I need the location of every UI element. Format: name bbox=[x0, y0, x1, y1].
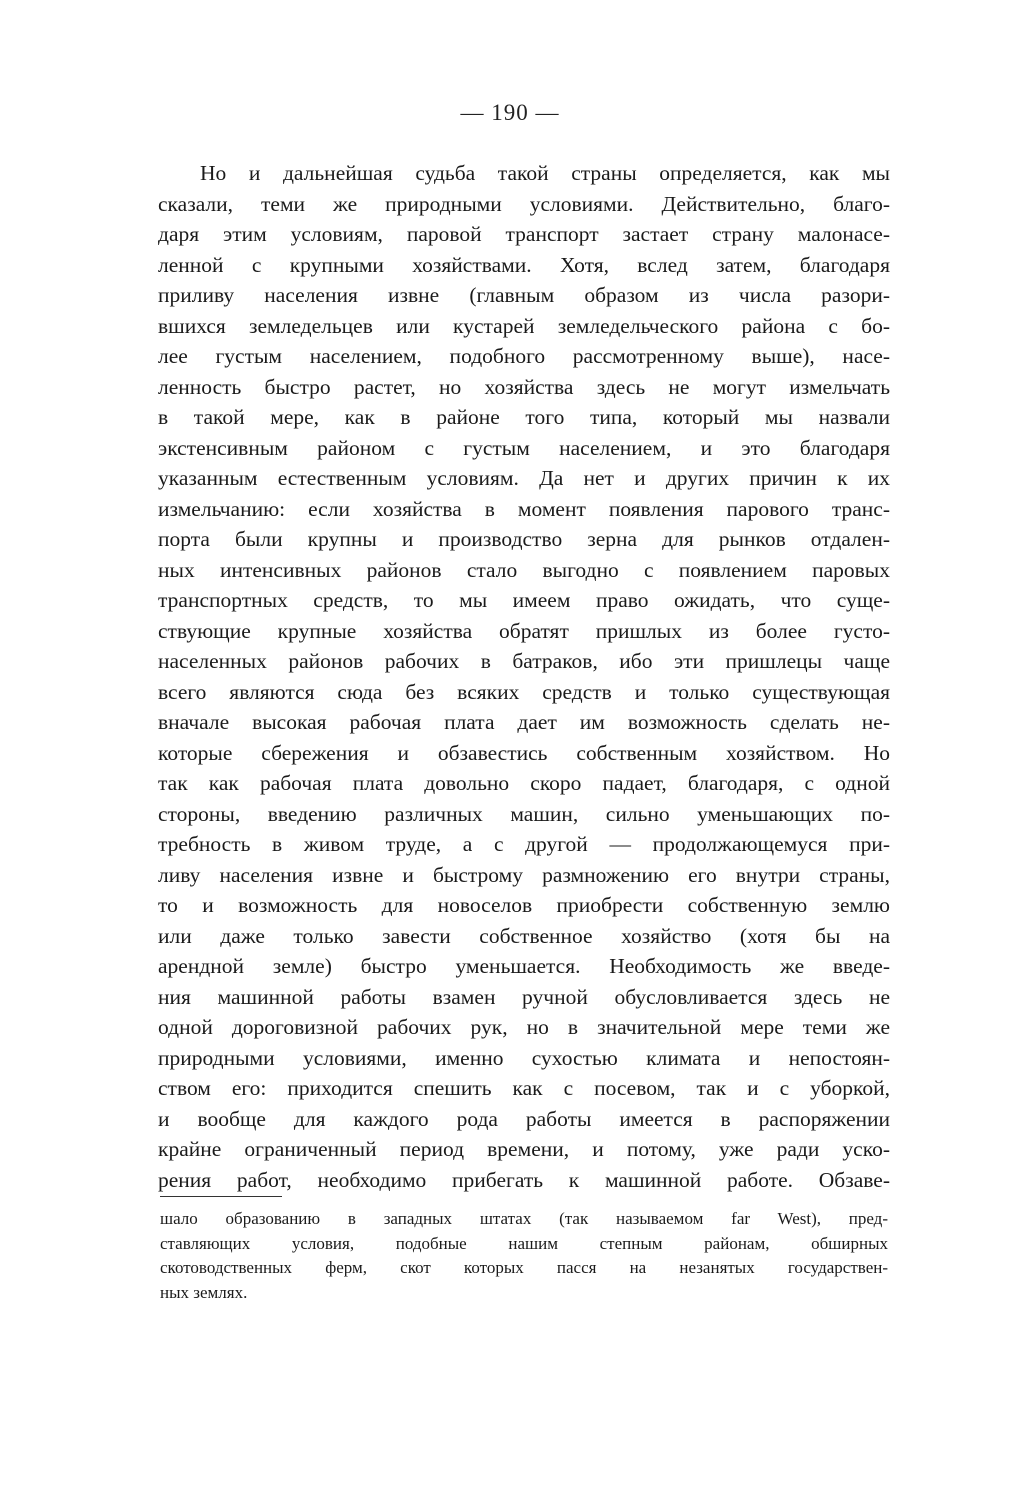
text-line: транспортных средств, то мы имеем право ожидать, что суще- bbox=[158, 588, 890, 612]
text-line: то и возможность для новоселов приобрести собственную землю bbox=[158, 893, 890, 917]
text-line: измельчанию: если хозяйства в момент появления парового транс- bbox=[158, 496, 890, 521]
text-line: вшихся земледельцев или кустарей земледельческого района с бо- bbox=[158, 313, 890, 338]
text-line: ленной с крупными хозяйствами. Хотя, вслед затем, благодаря bbox=[158, 252, 890, 277]
text-line: ных интенсивных районов стало выгодно с появлением паровых bbox=[158, 557, 890, 582]
footnote-line: шало образованию в западных штатах (так называемом far West), пред- bbox=[160, 1209, 888, 1228]
text-line: всего являются сюда без всяких средств и только существующая bbox=[158, 679, 890, 704]
text-line: рения работ, необходимо прибегать к машинной работе. Обзаве- bbox=[158, 1167, 890, 1192]
footnote bbox=[160, 1207, 888, 1305]
text-line: порта были крупны и производство зерна для рынков отдален- bbox=[158, 527, 890, 551]
text-line: даря этим условиям, паровой транспорт застает страну малонасе- bbox=[158, 222, 890, 246]
text-line: арендной земле) быстро уменьшается. Необходимость же введе- bbox=[158, 954, 890, 978]
text-line: крайне ограниченный период времени, и потому, уже ради уско- bbox=[158, 1137, 890, 1161]
text-line: одной дороговизной рабочих рук, но в значительной мере теми же bbox=[158, 1015, 890, 1039]
footnote-line: скотоводственных ферм, скот которых пасся на незанятых государствен- bbox=[160, 1258, 888, 1277]
text-line: требность в живом труде, а с другой — продолжающемуся при- bbox=[158, 832, 890, 856]
text-line: экстенсивным районом с густым населением, и это благодаря bbox=[158, 435, 890, 460]
text-line: и вообще для каждого рода работы имеется в распоряжении bbox=[158, 1106, 890, 1131]
text-line: которые сбережения и обзавестись собственным хозяйством. Но bbox=[158, 740, 890, 765]
text-line: природными условиями, именно сухостью климата и непостоян- bbox=[158, 1045, 890, 1070]
text-line: сказали, теми же природными условиями. Действительно, благо- bbox=[158, 191, 890, 216]
text-line: ния машинной работы взамен ручной обусловливается здесь не bbox=[158, 984, 890, 1009]
text-line: в такой мере, как в районе того типа, который мы назвали bbox=[158, 405, 890, 429]
text-line: указанным естественным условиям. Да нет и других причин к их bbox=[158, 466, 890, 490]
text-line: так как рабочая плата довольно скоро падает, благодаря, с одной bbox=[158, 771, 890, 795]
text-line: Но и дальнейшая судьба такой страны определяется, как мы bbox=[200, 161, 890, 185]
text-line: ством его: приходится спешить как с посевом, так и с уборкой, bbox=[158, 1076, 890, 1100]
text-line: ленность быстро растет, но хозяйства здесь не могут измельчать bbox=[158, 374, 890, 399]
text-line: или даже только завести собственное хозяйство (хотя бы на bbox=[158, 923, 890, 948]
text-line: лее густым населением, подобного рассмотренному выше), насе- bbox=[158, 344, 890, 368]
text-line: ливу населения извне и быстрому размножению его внутри страны, bbox=[158, 862, 890, 887]
page-number: — 190 — bbox=[460, 100, 560, 125]
footnote-line: ных землях. bbox=[160, 1282, 248, 1302]
text-line: ствующие крупные хозяйства обратят пришлых из более густо- bbox=[158, 618, 890, 643]
footnote-line: ставляющих условия, подобные нашим степным районам, обширных bbox=[160, 1233, 888, 1253]
text-line: вначале высокая рабочая плата дает им возможность сделать не- bbox=[158, 710, 890, 734]
main-text bbox=[158, 158, 890, 1195]
text-line: приливу населения извне (главным образом из числа разори- bbox=[158, 283, 890, 307]
text-line: стороны, введению различных машин, сильно уменьшающих по- bbox=[158, 801, 890, 826]
text-line: населенных районов рабочих в батраков, ибо эти пришлецы чаще bbox=[158, 649, 890, 673]
footnote-divider bbox=[160, 1196, 282, 1197]
